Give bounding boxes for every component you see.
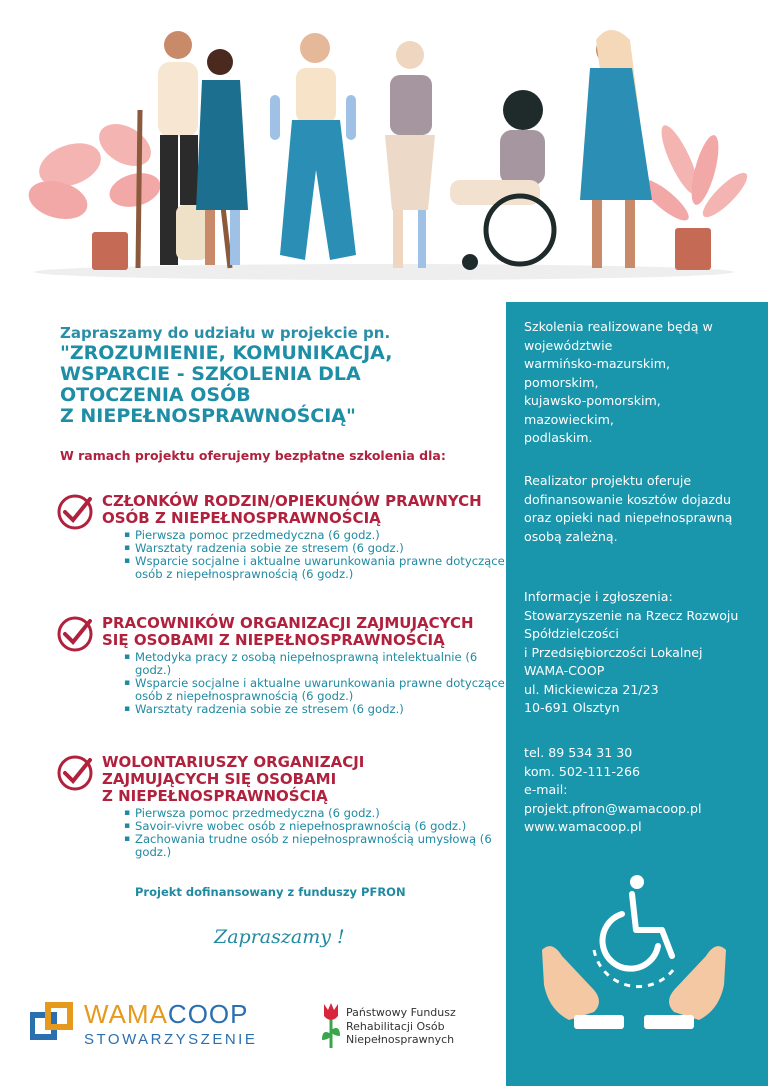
organization-name: Stowarzyszenie na Rzecz Rozwoju Spółdzielczości i Przedsiębiorczości Lokalnej WAMA-COOP xyxy=(524,607,739,678)
wamacoop-mark-icon xyxy=(30,1001,76,1047)
section-families xyxy=(56,493,506,581)
hero-illustration xyxy=(0,0,768,290)
offer-text: W ramach projektu oferujemy bezpłatne szkolenia dla: xyxy=(60,448,446,463)
checkmark-circle-icon xyxy=(56,754,94,792)
section-workers xyxy=(56,615,506,716)
funding-note: Projekt dofinansowany z funduszy PFRON xyxy=(135,885,406,899)
wamacoop-subtitle: STOWARZYSZENIE xyxy=(84,1031,258,1048)
list-item: ▪ Metodyka pracy z osobą niepełnosprawną intelektualnie (6 godz.) xyxy=(124,651,506,677)
list-item: ▪ Wsparcie socjalne i aktualne uwarunkowania prawne dotyczące osób z niepełnosprawnością (6 godz.) xyxy=(124,555,506,581)
pfron-logo xyxy=(318,1000,488,1060)
training-list xyxy=(124,529,506,581)
list-item: ▪ Warsztaty radzenia sobie ze stresem (6 godz.) xyxy=(124,703,506,716)
person-walking-icon xyxy=(580,30,652,268)
list-item: ▪ Pierwsza pomoc przedmedyczna (6 godz.) xyxy=(124,807,506,820)
mobile: kom. 502-111-266 xyxy=(524,763,641,779)
person-standing-icon xyxy=(270,33,356,260)
pfron-name: Państwowy Fundusz Rehabilitacji Osób Niepełnosprawnych xyxy=(346,1006,456,1046)
wamacoop-logo xyxy=(30,995,300,1055)
info-panel xyxy=(506,302,768,1086)
list-item: ▪ Pierwsza pomoc przedmedyczna (6 godz.) xyxy=(124,529,506,542)
info-label: Informacje i zgłoszenia: xyxy=(524,589,673,604)
email-link[interactable]: projekt.pfron@wamacoop.pl xyxy=(524,800,702,816)
intro-text: Zapraszamy do udziału w projekcie pn. xyxy=(60,324,391,342)
wheelchair-hands-icon xyxy=(534,870,734,1040)
wamacoop-wordmark: WAMACOOP xyxy=(84,999,249,1029)
closing-text: Zapraszamy ! xyxy=(214,926,345,948)
list-item: ▪ Warsztaty radzenia sobie ze stresem (6 godz.) xyxy=(124,542,506,555)
section-heading: CZŁONKÓW RODZIN/OPIEKUNÓW PRAWNYCH OSÓB Z NIEPEŁNOSPRAWNOŚCIĄ xyxy=(102,492,482,527)
list-item: ▪ Savoir-vivre wobec osób z niepełnosprawnością (6 godz.) xyxy=(124,820,506,833)
project-title: "ZROZUMIENIE, KOMUNIKACJA, WSPARCIE - SZKOLENIA DLA OTOCZENIA OSÓB Z NIEPEŁNOSPRAWNOŚCIĄ" xyxy=(60,342,393,427)
plant-left-icon xyxy=(24,115,164,270)
section-volunteers xyxy=(56,754,506,859)
address-street: ul. Mickiewicza 21/23 xyxy=(524,681,659,697)
website-link[interactable]: www.wamacoop.pl xyxy=(524,819,642,834)
list-item: ▪ Wsparcie socjalne i aktualne uwarunkowania prawne dotyczące osób z niepełnosprawnością (6 godz.) xyxy=(124,677,506,703)
transport-text: Realizator projektu oferuje dofinansowanie kosztów dojazdu oraz opieki nad niepełnosprawną osobą zależną. xyxy=(524,473,733,544)
training-list xyxy=(124,807,506,859)
phone: tel. 89 534 31 30 xyxy=(524,745,633,760)
training-list xyxy=(124,651,506,716)
checkmark-circle-icon xyxy=(56,493,94,531)
section-heading: PRACOWNIKÓW ORGANIZACJI ZAJMUJĄCYCH SIĘ OSOBAMI Z NIEPEŁNOSPRAWNOŚCIĄ xyxy=(102,614,474,649)
person-prosthetic-icon xyxy=(385,41,435,268)
section-heading: WOLONTARIUSZY ORGANIZACJI ZAJMUJĄCYCH SIĘ OSOBAMI Z NIEPEŁNOSPRAWNOŚCIĄ xyxy=(102,753,365,805)
regions-text: Szkolenia realizowane będą w województwie warmińsko-mazurskim, pomorskim, kujawsko-pomorskim, mazowieckim, podlaskim. xyxy=(524,319,713,445)
address-city: 10-691 Olsztyn xyxy=(524,700,620,715)
email-label: e-mail: xyxy=(524,782,568,797)
plant-right-icon xyxy=(636,121,752,270)
tulip-icon xyxy=(318,1000,344,1050)
checkmark-circle-icon xyxy=(56,615,94,653)
wheelchair-user-icon xyxy=(450,90,554,270)
list-item: ▪ Zachowania trudne osób z niepełnosprawnością umysłową (6 godz.) xyxy=(124,833,506,859)
